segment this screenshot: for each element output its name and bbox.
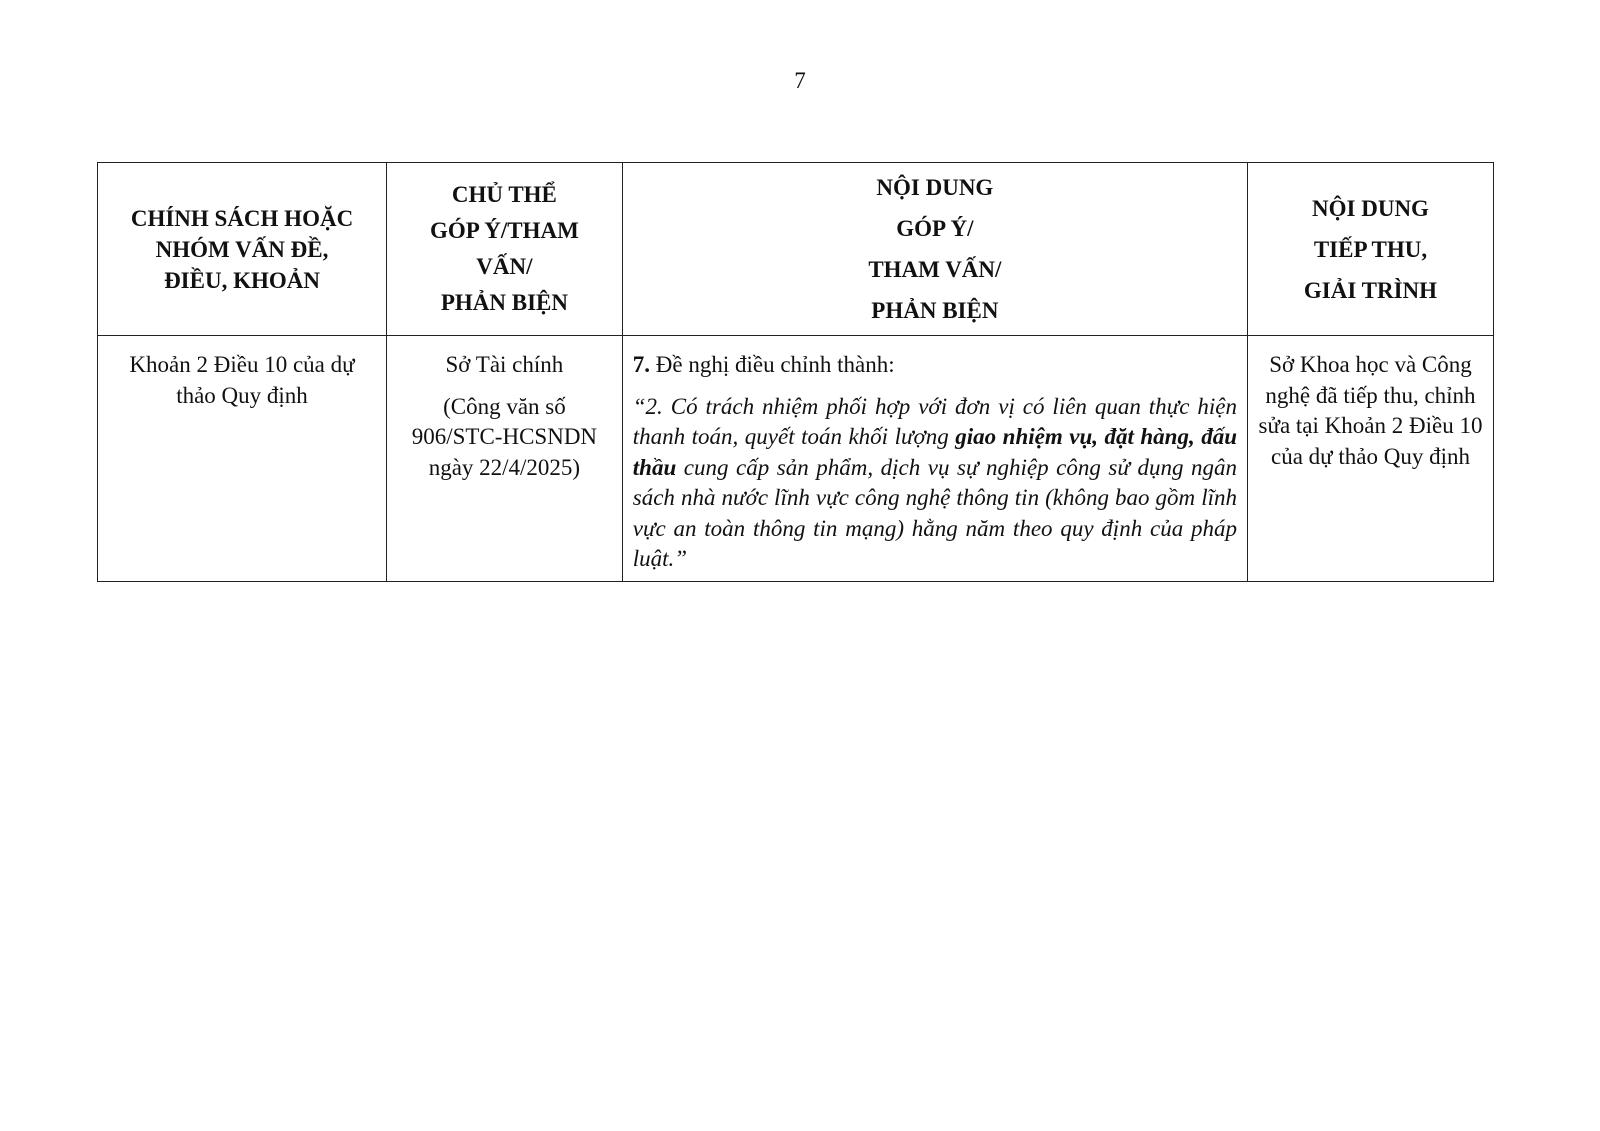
header-line: GIẢI TRÌNH [1303,277,1438,303]
header-line: GÓP Ý/ [896,216,974,241]
cell-agency [387,336,623,582]
header-policy-article [98,163,387,336]
header-line: CHỦ THỂ [451,182,557,207]
header-line: TIẾP THU, [1313,236,1428,262]
header-comment-content [622,163,1247,336]
proposal-heading-text: Đề nghị điều chỉnh thành: [655,352,895,377]
header-line: VẤN/ [476,254,533,279]
header-line: NỘI DUNG [876,175,994,200]
header-line: PHẢN BIỆN [440,290,568,315]
proposed-text-part: cung cấp sản phẩm, dịch vụ sự nghiệp công sử dụng ngân sách nhà nước lĩnh vực công nghệ thông tin (không bao gồm lĩnh vực an toàn thông tin mạng) hằng năm theo quy định của pháp luật.” [632,454,1237,571]
proposal-number: 7. [632,352,651,377]
table-header-row [98,163,1494,336]
proposed-text [633,392,1237,575]
header-line: PHẢN BIỆN [871,298,999,323]
agency-name: Sở Tài chính [445,352,564,377]
header-line: ĐIỀU, KHOẢN [164,267,320,293]
header-line: GÓP Ý/THAM [429,218,579,243]
proposed-text-emphasis: giao nhiệm vụ, đặt hàng, đấu thầu [632,424,1237,480]
cell-comment-content [622,336,1247,582]
cell-article: Khoản 2 Điều 10 của dự thảo Quy định [98,336,387,582]
document-reference: (Công văn số 906/STC-HCSNDN ngày 22/4/2025) [411,393,598,480]
header-line: THAM VẤN/ [868,257,1002,282]
proposal-heading [633,350,1237,381]
header-line: NỘI DUNG [1312,195,1429,221]
header-line: NHÓM VẤN ĐỀ, [155,236,329,262]
proposed-text-part: “2. Có trách nhiệm phối hợp với đơn vị có liên quan thực hiện thanh toán, quyết toán khối lượng [632,393,1237,449]
cell-response: Sở Khoa học và Công nghệ đã tiếp thu, chỉnh sửa tại Khoản 2 Điều 10 của dự thảo Quy định [1247,336,1493,582]
header-response-content [1247,163,1493,336]
table-row [98,336,1494,582]
header-line: CHÍNH SÁCH HOẶC [130,205,354,231]
feedback-table [97,162,1494,582]
page-number: 7 [794,68,806,93]
header-commenting-agency [387,163,623,336]
